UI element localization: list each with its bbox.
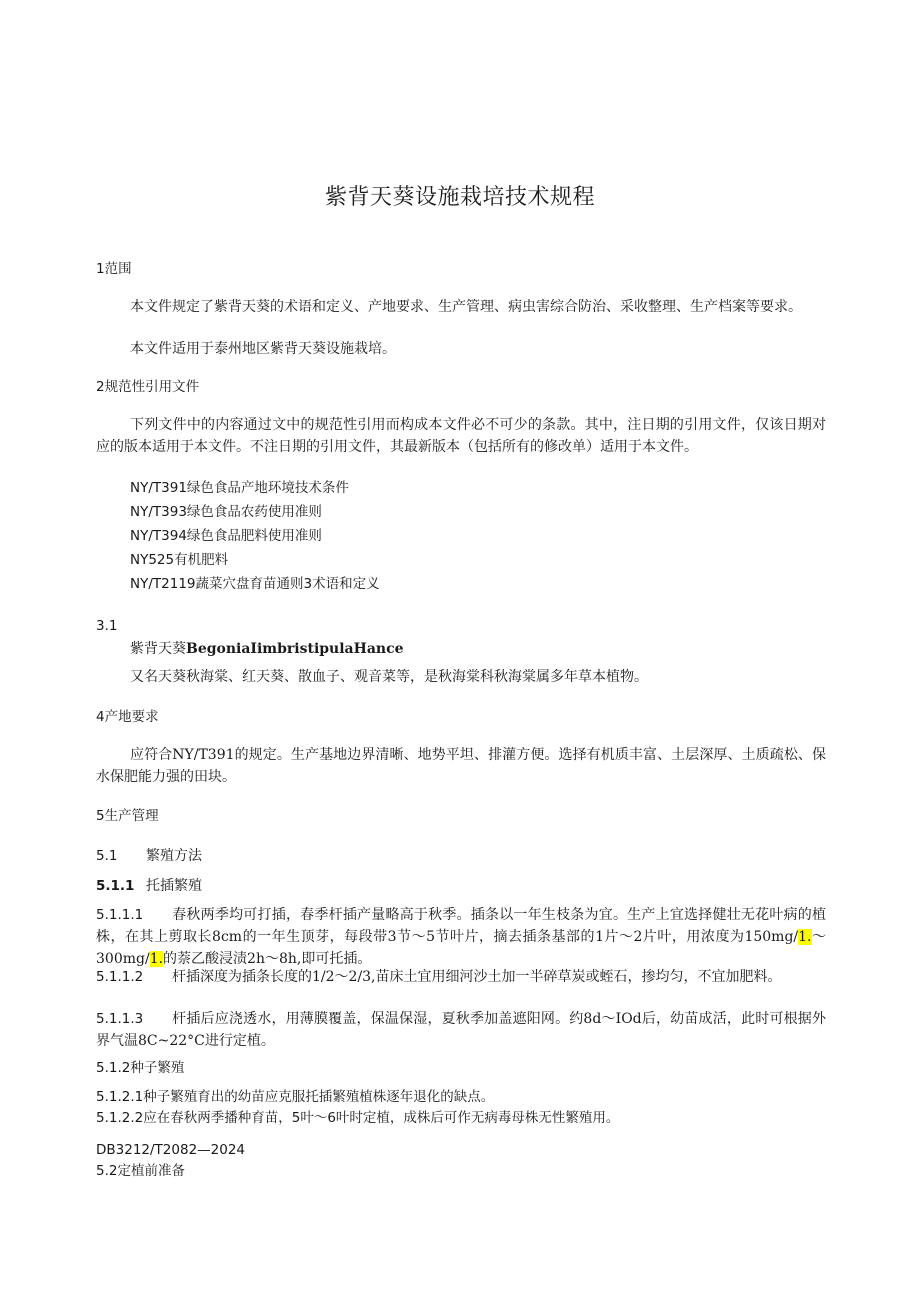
term-title — [130, 638, 404, 660]
highlighted-text: 1. — [798, 929, 812, 945]
reference-item: NY/T2119蔬菜穴盘育苗通则3术语和定义 — [130, 576, 380, 592]
heading-production-management: 5生产管理 — [96, 808, 159, 824]
section-text: 托插繁殖 — [146, 878, 202, 894]
clause-text-part: 春秋两季均可打插，春季杆插产量略高于秋季。插条以一年生枝条为宜。生产上宜选择健壮无花叶病的植株，在其上剪取长8cm的一年生顶芽，每段带3节～5节叶片，摘去插条基部的1片～2片叶，用浓度为150mg/ — [96, 907, 826, 945]
heading-scope: 1范围 — [96, 261, 132, 277]
term-chinese-name: 紫背天葵 — [130, 641, 186, 657]
subheading-cutting — [96, 875, 202, 897]
reference-item: NY525有机肥料 — [130, 552, 229, 568]
paragraph-scope-1: 本文件规定了紫背天葵的术语和定义、产地要求、生产管理、病虫害综合防治、采收整理、生产档案等要求。 — [130, 299, 802, 315]
clause-text-part: ～300mg/ — [96, 929, 827, 967]
reference-item: NY/T393绿色食品农药使用准则 — [130, 504, 322, 520]
clause-number: 5.1.1.3 — [96, 1011, 144, 1027]
reference-item: NY/T394绿色食品肥料使用准则 — [130, 528, 322, 544]
highlighted-text: 1. — [149, 951, 164, 967]
clause-5-1-2-1: 5.1.2.1种子繁殖育出的幼苗应克服托插繁殖植株逐年退化的缺点。 — [96, 1089, 495, 1105]
clause-text: 杆插深度为插条长度的1/2～2/3,苗床土宜用细河沙土加一半碎草炭或蛭石，掺均匀，不宜加肥料。 — [172, 969, 782, 985]
clause-5-1-1-3 — [96, 1008, 826, 1052]
clause-text: 杆插后应浇透水，用薄膜覆盖，保温保湿，夏秋季加盖遮阳网。约8d～IOd后，幼苗成活，此时可根据外界气温8C~22°C进行定植。 — [96, 1011, 826, 1049]
paragraph-site-requirements: 应符合NY/T391的规定。生产基地边界清晰、地势平坦、排灌方便。选择有机质丰富、土层深厚、土质疏松、保水保肥能力强的田块。 — [96, 747, 826, 785]
clause-number: 5.1.1.1 — [96, 907, 144, 923]
term-description: 又名天葵秋海棠、红天葵、散血子、观音菜等，是秋海棠科秋海棠属多年草本植物。 — [130, 669, 648, 685]
reference-item: NY/T391绿色食品产地环境技术条件 — [130, 480, 349, 496]
clause-number: 5.1.1.2 — [96, 969, 144, 985]
subheading-pre-planting: 5.2定植前准备 — [96, 1163, 185, 1179]
paragraph-references-intro: 下列文件中的内容通过文中的规范性引用而构成本文件必不可少的条款。其中，注日期的引用文件，仅该日期对应的版本适用于本文件。不注日期的引用文件，其最新版本（包括所有的修改单）适用于本文件。 — [96, 417, 826, 455]
term-number: 3.1 — [96, 618, 118, 634]
clause-5-1-2-2: 5.1.2.2应在春秋两季播种育苗，5叶～6叶时定植，成株后可作无病毒母株无性繁殖用。 — [96, 1110, 620, 1126]
clause-5-1-1-2 — [96, 966, 826, 988]
section-number: 5.1.1 — [96, 878, 135, 894]
subheading-seed-propagation: 5.1.2种子繁殖 — [96, 1060, 185, 1076]
clause-text-part: 的萘乙酸浸渍2h～8h,即可托插。 — [163, 951, 372, 967]
section-text: 繁殖方法 — [146, 848, 202, 864]
subheading-propagation — [96, 845, 202, 867]
section-number: 5.1 — [96, 848, 118, 864]
document-title: 紫背天葵设施栽培技术规程 — [324, 185, 595, 210]
clause-5-1-1-1 — [96, 904, 826, 970]
term-latin-name: BegoniaIimbristipulaHance — [186, 641, 404, 657]
paragraph-scope-2: 本文件适用于泰州地区紫背天葵设施栽培。 — [130, 341, 396, 357]
heading-site-requirements: 4产地要求 — [96, 709, 159, 725]
heading-normative-references: 2规范性引用文件 — [96, 379, 200, 395]
document-code: DB3212/T2082—2024 — [96, 1142, 246, 1158]
